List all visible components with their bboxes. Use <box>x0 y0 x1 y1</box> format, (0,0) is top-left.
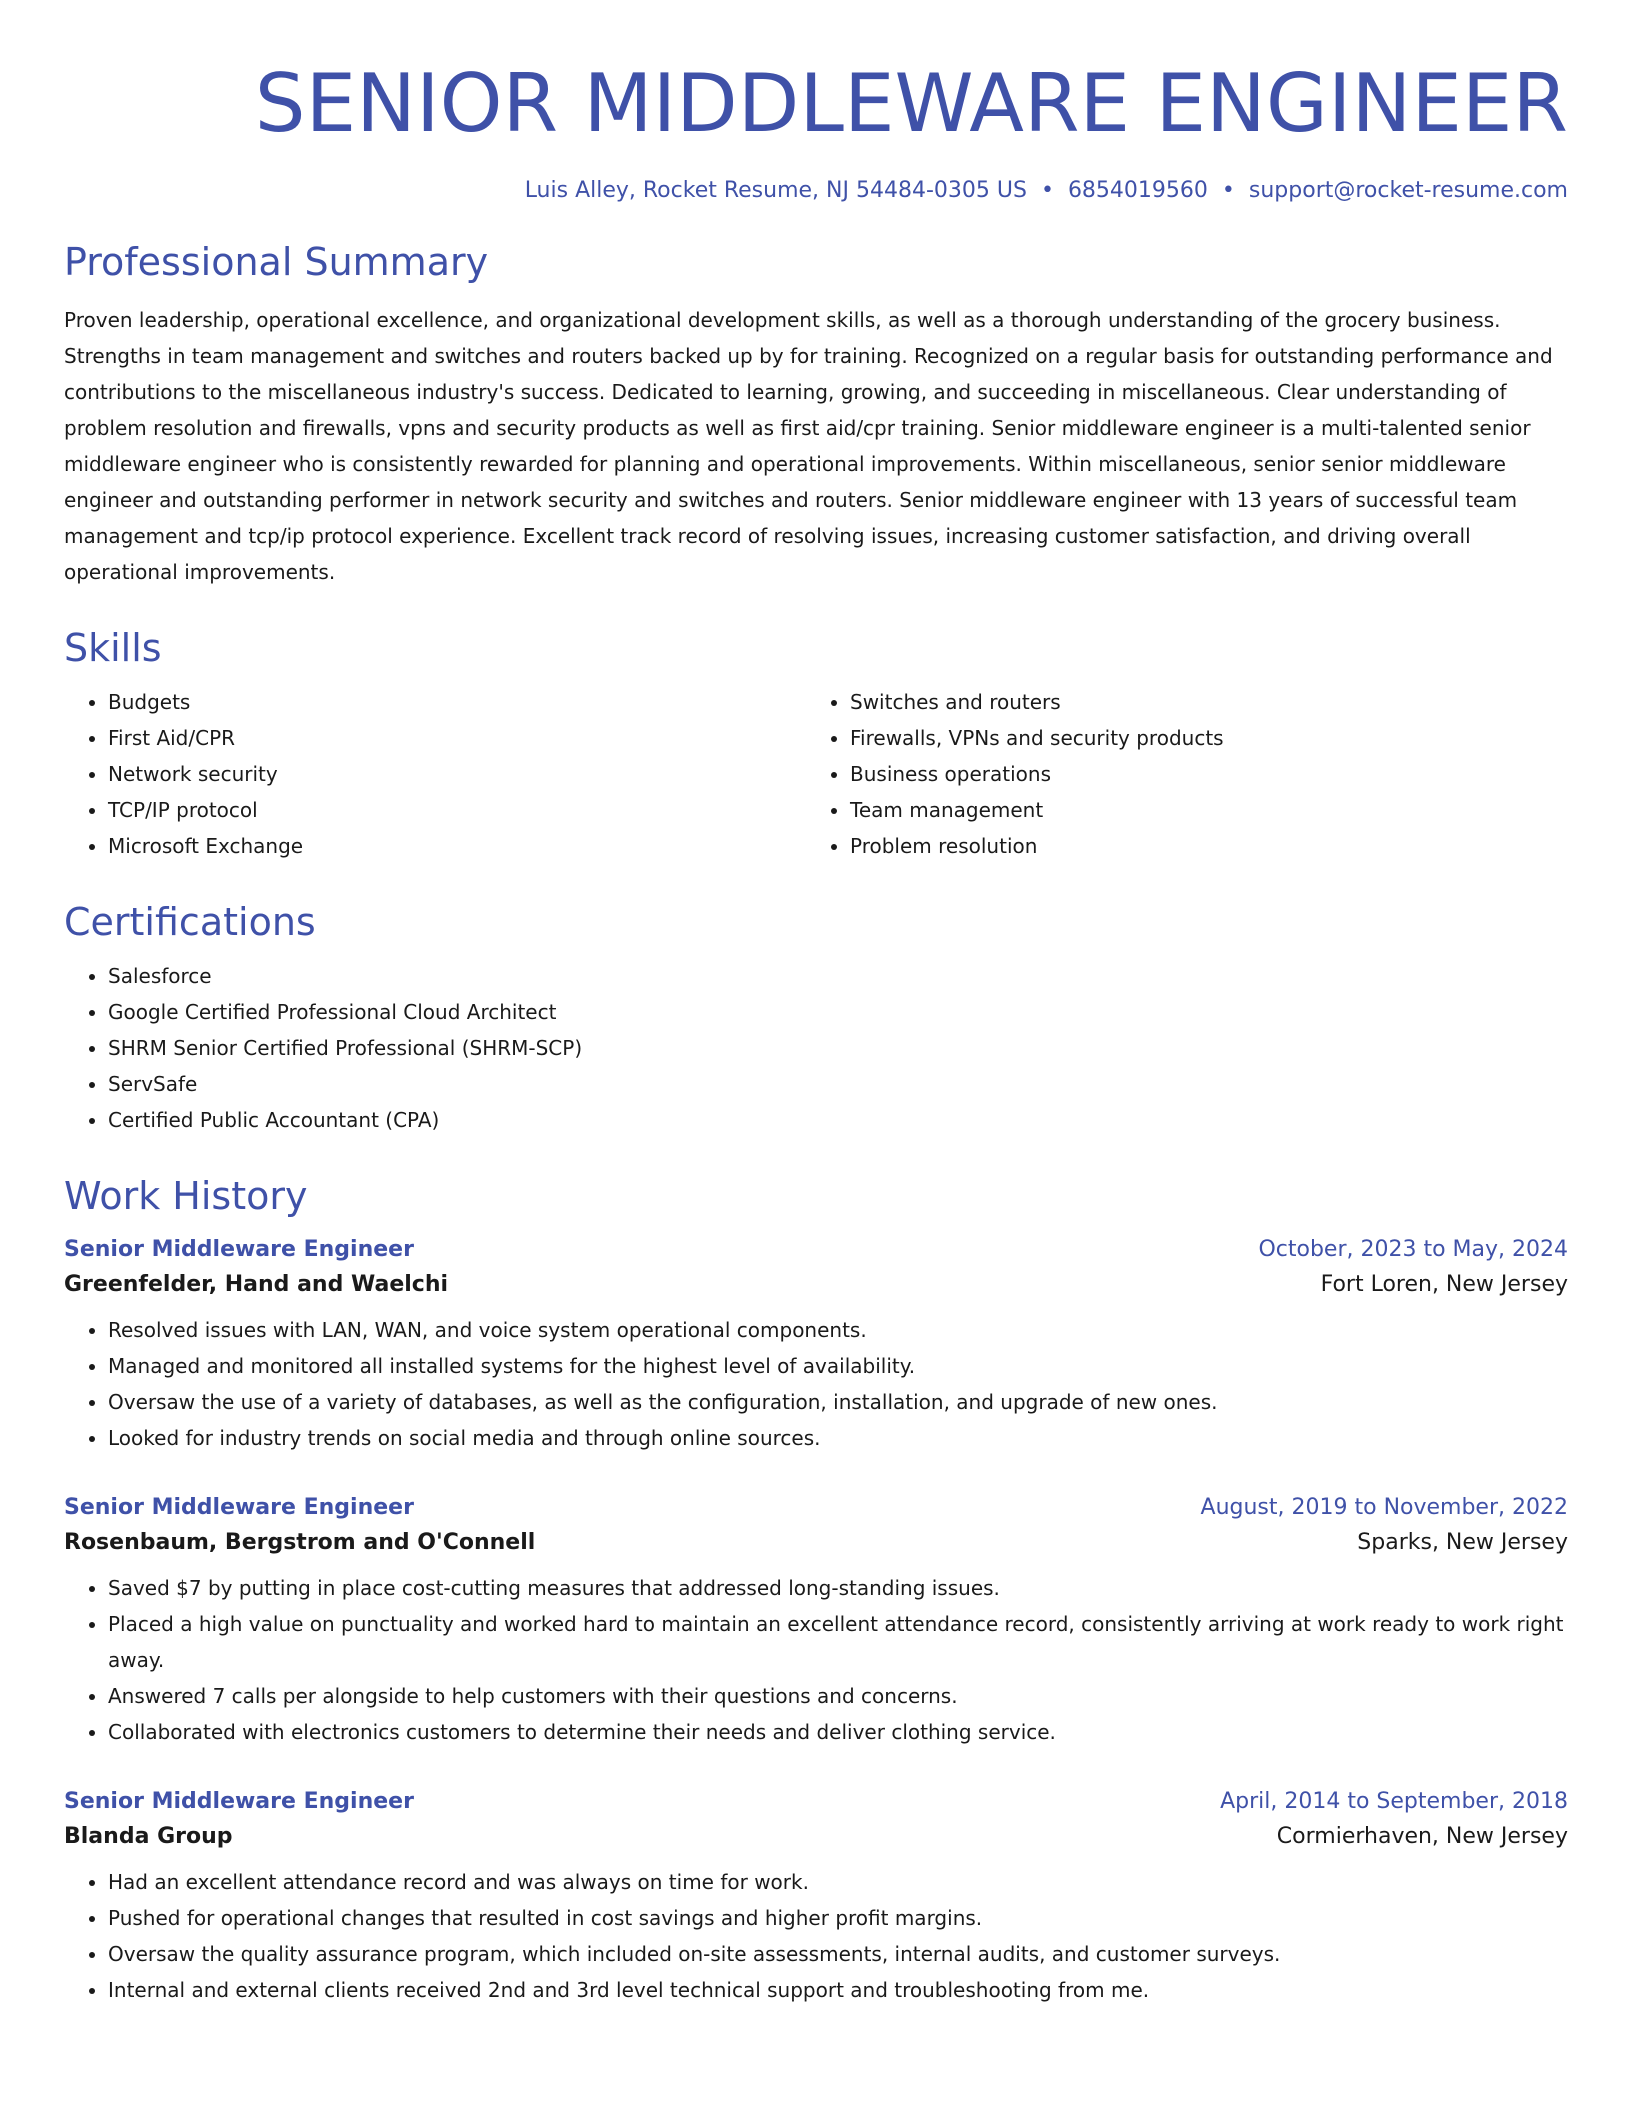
summary-heading: Professional Summary <box>64 240 489 284</box>
skills-list-left <box>64 684 806 864</box>
work-history-section <box>64 1172 1568 2008</box>
skill-item: • Microsoft Exchange <box>108 828 806 864</box>
contact-phone: 6854019560 <box>1067 178 1208 203</box>
job-bullet: • Resolved issues with LAN, WAN, and voice system operational components. <box>108 1312 1568 1348</box>
job-company: Blanda Group <box>64 1824 233 1849</box>
job-dates: August, 2019 to November, 2022 <box>1200 1495 1568 1520</box>
work-history-heading: Work History <box>64 1174 308 1218</box>
summary-section <box>64 238 1568 590</box>
skill-item: • Firewalls, VPNs and security products <box>850 720 1548 756</box>
job-bullet: • Collaborated with electronics customers to determine their needs and deliver clothing service. <box>108 1714 1568 1750</box>
skill-item: • Business operations <box>850 756 1548 792</box>
job-location: Sparks, New Jersey <box>1357 1530 1568 1555</box>
skill-item: • TCP/IP protocol <box>108 792 806 828</box>
skill-item: • Switches and routers <box>850 684 1548 720</box>
certification-item: • ServSafe <box>108 1066 1568 1102</box>
contact-separator: • <box>1040 178 1054 203</box>
job-bullet: • Internal and external clients received 2nd and 3rd level technical support and troubleshooting from me. <box>108 1972 1568 2008</box>
job-bullets <box>64 1312 1568 1456</box>
job-title: Senior Middleware Engineer <box>64 1789 414 1814</box>
job-bullets <box>64 1570 1568 1750</box>
job-bullet: • Answered 7 calls per alongside to help customers with their questions and concerns. <box>108 1678 1568 1714</box>
skill-item: • Team management <box>850 792 1548 828</box>
job-company: Rosenbaum, Bergstrom and O'Connell <box>64 1530 536 1555</box>
summary-text: Proven leadership, operational excellence, and organizational development skills, as well as a thorough understanding of the grocery business. Strengths in team management and switches and routers backed up by for training. Recognized on a regular basis for outstanding performance and contributions to the miscellaneous industry's success. Dedicated to learning, growing, and succeeding in miscellaneous. Clear understanding of problem resolution and firewalls, vpns and security products as well as first aid/cpr training. Senior middleware engineer is a multi-talented senior middleware engineer who is consistently rewarded for planning and operational improvements. Within miscellaneous, senior senior middleware engineer and outstanding performer in network security and switches and routers. Senior middleware engineer with 13 years of successful team management and tcp/ip protocol experience. Excellent track record of resolving issues, increasing customer satisfaction, and driving overall operational improvements. <box>64 308 1553 584</box>
contact-line <box>64 176 1568 206</box>
job-entry <box>64 1492 1568 1750</box>
skills-heading: Skills <box>64 626 162 670</box>
skill-item: • Network security <box>108 756 806 792</box>
contact-address: Luis Alley, Rocket Resume, NJ 54484-0305 US <box>524 178 1027 203</box>
certification-item: • Google Certified Professional Cloud Architect <box>108 994 1568 1030</box>
skills-list-right <box>806 684 1548 864</box>
job-dates: October, 2023 to May, 2024 <box>1258 1237 1568 1262</box>
job-entry <box>64 1234 1568 1456</box>
job-bullet: • Had an excellent attendance record and was always on time for work. <box>108 1864 1568 1900</box>
certification-item: • SHRM Senior Certified Professional (SHRM-SCP) <box>108 1030 1568 1066</box>
contact-separator: • <box>1221 178 1235 203</box>
job-bullet: • Managed and monitored all installed systems for the highest level of availability. <box>108 1348 1568 1384</box>
certification-item: • Certified Public Accountant (CPA) <box>108 1102 1568 1138</box>
skills-section <box>64 624 1568 864</box>
job-bullet: • Looked for industry trends on social media and through online sources. <box>108 1420 1568 1456</box>
job-location: Fort Loren, New Jersey <box>1320 1272 1568 1297</box>
skills-grid <box>64 684 1568 864</box>
job-bullets <box>64 1864 1568 2008</box>
job-title: Senior Middleware Engineer <box>64 1237 414 1262</box>
job-title: Senior Middleware Engineer <box>64 1495 414 1520</box>
resume-title: SENIOR MIDDLEWARE ENGINEER <box>254 57 1568 150</box>
skill-item: • First Aid/CPR <box>108 720 806 756</box>
job-bullet: • Placed a high value on punctuality and worked hard to maintain an excellent attendance record, consistently arriving at work ready to work right away. <box>108 1606 1568 1678</box>
job-bullet: • Pushed for operational changes that resulted in cost savings and higher profit margins. <box>108 1900 1568 1936</box>
job-bullet: • Oversaw the quality assurance program, which included on-site assessments, internal audits, and customer surveys. <box>108 1936 1568 1972</box>
contact-email: support@rocket-resume.com <box>1248 178 1568 203</box>
job-location: Cormierhaven, New Jersey <box>1276 1824 1568 1849</box>
job-bullet: • Saved $7 by putting in place cost-cutting measures that addressed long-standing issues. <box>108 1570 1568 1606</box>
job-bullet: • Oversaw the use of a variety of databases, as well as the configuration, installation, and upgrade of new ones. <box>108 1384 1568 1420</box>
job-entry <box>64 1786 1568 2008</box>
skill-item: • Budgets <box>108 684 806 720</box>
certifications-list <box>64 958 1568 1138</box>
certification-item: • Salesforce <box>108 958 1568 994</box>
skill-item: • Problem resolution <box>850 828 1548 864</box>
resume-page <box>64 0 1568 2008</box>
job-company: Greenfelder, Hand and Waelchi <box>64 1272 449 1297</box>
job-dates: April, 2014 to September, 2018 <box>1220 1789 1568 1814</box>
certifications-section <box>64 898 1568 1138</box>
certifications-heading: Certifications <box>64 900 316 944</box>
